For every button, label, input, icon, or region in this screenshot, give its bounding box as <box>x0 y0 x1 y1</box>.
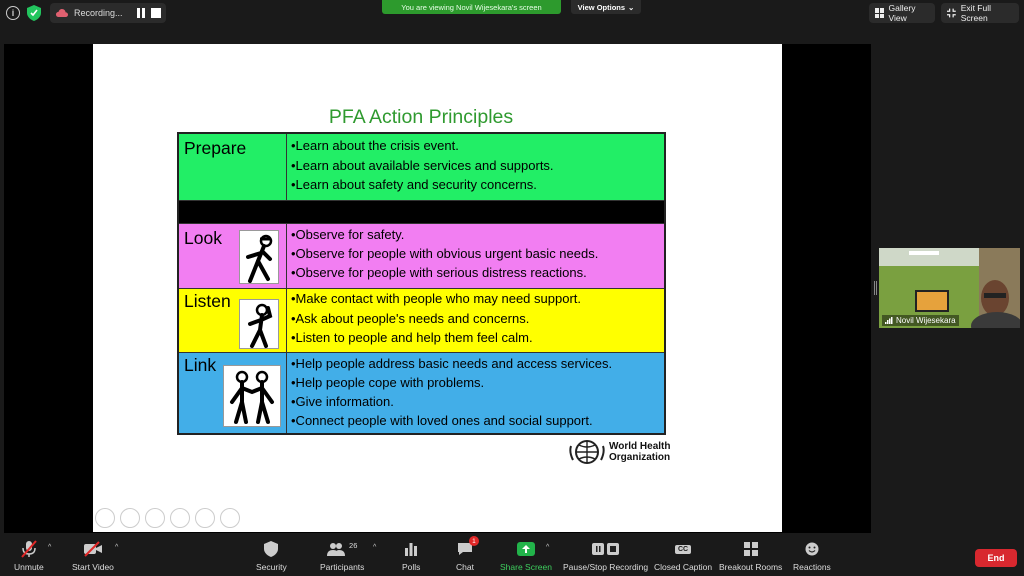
video-off-icon <box>83 541 103 557</box>
principle-name: Prepare <box>184 138 247 158</box>
view-options-button[interactable] <box>571 0 641 14</box>
principle-name-cell <box>179 353 287 433</box>
closed-caption-button[interactable] <box>654 540 712 572</box>
who-emblem-icon <box>569 436 605 468</box>
who-line-1: World Health <box>609 441 671 452</box>
audio-options-caret-icon[interactable]: ^ <box>48 544 52 551</box>
recording-label: Recording... <box>74 8 123 18</box>
principle-lines <box>291 225 598 282</box>
principle-line: •Observe for people with obvious urgent basic needs. <box>291 246 599 261</box>
principle-lines <box>291 354 612 430</box>
more-options-icon[interactable] <box>220 508 240 528</box>
principle-line: •Help people cope with problems. <box>291 375 485 390</box>
exit-fullscreen-icon <box>947 8 956 18</box>
principle-line: •Observe for people with serious distress reactions. <box>291 265 587 280</box>
view-options-label: View Options <box>577 2 626 12</box>
mic-muted-icon <box>21 540 37 558</box>
slide-controls <box>95 508 240 528</box>
link-figure-icon <box>223 365 281 427</box>
video-options-caret-icon[interactable]: ^ <box>115 544 119 551</box>
look-figure-icon <box>239 230 279 284</box>
principle-line: •Learn about the crisis event. <box>291 138 459 153</box>
presentation-slide <box>93 44 782 532</box>
security-button[interactable] <box>256 540 287 572</box>
unmute-button[interactable] <box>14 540 44 572</box>
principle-lines <box>291 289 581 348</box>
share-screen-label: Share Screen <box>500 562 552 572</box>
closed-caption-label: Closed Caption <box>654 562 713 572</box>
principle-line: •Ask about people's needs and concerns. <box>291 310 530 326</box>
breakout-rooms-icon <box>744 542 758 556</box>
chevron-down-icon: ⌄ <box>628 2 635 12</box>
principle-row-prepare <box>179 134 664 201</box>
end-meeting-button[interactable]: End <box>975 549 1017 567</box>
cloud-recording-icon <box>56 8 68 18</box>
who-line-2: Organization <box>609 452 671 463</box>
grid-icon <box>875 8 884 18</box>
stop-recording-button[interactable] <box>151 8 161 18</box>
breakout-rooms-button[interactable] <box>719 540 782 572</box>
principle-line: •Give information. <box>291 394 394 409</box>
principle-name-cell <box>179 224 287 288</box>
viewing-screen-banner: You are viewing Novil Wijesekara's screen <box>382 0 561 14</box>
top-bar <box>0 0 1024 44</box>
zoom-icon[interactable] <box>195 508 215 528</box>
encryption-shield-icon[interactable] <box>27 5 41 21</box>
reactions-label: Reactions <box>793 562 831 572</box>
principle-line: •Connect people with loved ones and social support. <box>291 413 593 428</box>
share-options-caret-icon[interactable]: ^ <box>546 544 550 551</box>
panel-resize-handle[interactable] <box>874 281 877 295</box>
chat-unread-badge: 1 <box>469 536 479 546</box>
pen-icon[interactable] <box>145 508 165 528</box>
principle-lines <box>291 136 554 195</box>
principle-row-listen <box>179 289 664 353</box>
security-label: Security <box>256 562 287 572</box>
participants-icon <box>327 542 345 556</box>
principle-line: •Learn about available services and supports. <box>291 157 554 173</box>
info-icon[interactable]: i <box>6 6 20 20</box>
next-slide-icon[interactable] <box>120 508 140 528</box>
breakout-rooms-label: Breakout Rooms <box>719 562 783 572</box>
start-video-button[interactable] <box>72 540 114 572</box>
pause-stop-recording-label: Pause/Stop Recording <box>563 562 649 572</box>
principle-line: •Listen to people and help them feel calm. <box>291 330 533 345</box>
polls-label: Polls <box>402 562 421 572</box>
principle-line: •Help people address basic needs and access services. <box>291 356 613 371</box>
gallery-view-label: Gallery View <box>888 3 916 23</box>
slides-icon[interactable] <box>170 508 190 528</box>
principle-row-look <box>179 224 664 289</box>
polls-icon <box>404 542 418 556</box>
principle-row-link <box>179 353 664 433</box>
reactions-smiley-icon <box>804 541 820 557</box>
pause-stop-icon <box>591 542 621 556</box>
recording-indicator <box>50 3 166 23</box>
principles-table <box>177 132 666 435</box>
gallery-view-button[interactable] <box>869 3 935 23</box>
polls-button[interactable] <box>402 540 420 572</box>
unmute-label: Unmute <box>14 562 44 572</box>
principle-line: •Learn about safety and security concerns. <box>291 177 537 192</box>
participants-caret-icon[interactable]: ^ <box>373 544 377 551</box>
participant-name-label <box>882 315 959 326</box>
prev-slide-icon[interactable] <box>95 508 115 528</box>
reactions-button[interactable] <box>793 540 831 572</box>
principle-name-cell <box>179 134 287 200</box>
chat-label: Chat <box>456 562 474 572</box>
closed-caption-icon: CC <box>675 545 691 554</box>
listen-figure-icon <box>239 299 279 349</box>
pause-stop-recording-button[interactable] <box>563 540 648 572</box>
share-screen-button[interactable] <box>500 540 552 572</box>
principle-name-cell <box>179 289 287 352</box>
principle-name: Look <box>184 228 222 248</box>
principle-name: Link <box>184 355 217 375</box>
principle-name: Listen <box>184 291 231 311</box>
participants-label: Participants <box>320 562 365 572</box>
who-logo <box>569 435 679 469</box>
slide-title: PFA Action Principles <box>328 106 514 128</box>
participants-button[interactable] <box>320 540 364 572</box>
principle-line: •Observe for safety. <box>291 227 405 242</box>
participants-count: 26 <box>349 540 358 550</box>
divider-band <box>179 201 664 224</box>
participant-name: Novil Wijesekara <box>896 316 956 325</box>
pause-recording-button[interactable] <box>136 8 146 18</box>
meeting-toolbar <box>0 536 1024 576</box>
security-shield-icon <box>264 541 278 557</box>
participant-video-tile[interactable] <box>879 248 1020 328</box>
share-screen-icon <box>517 542 535 556</box>
chat-button[interactable] <box>456 537 476 572</box>
principle-line: •Make contact with people who may need support. <box>291 291 581 306</box>
signal-icon <box>885 317 893 324</box>
exit-full-screen-button[interactable] <box>941 3 1019 23</box>
exit-full-screen-label: Exit Full Screen <box>960 3 991 23</box>
start-video-label: Start Video <box>72 562 114 572</box>
